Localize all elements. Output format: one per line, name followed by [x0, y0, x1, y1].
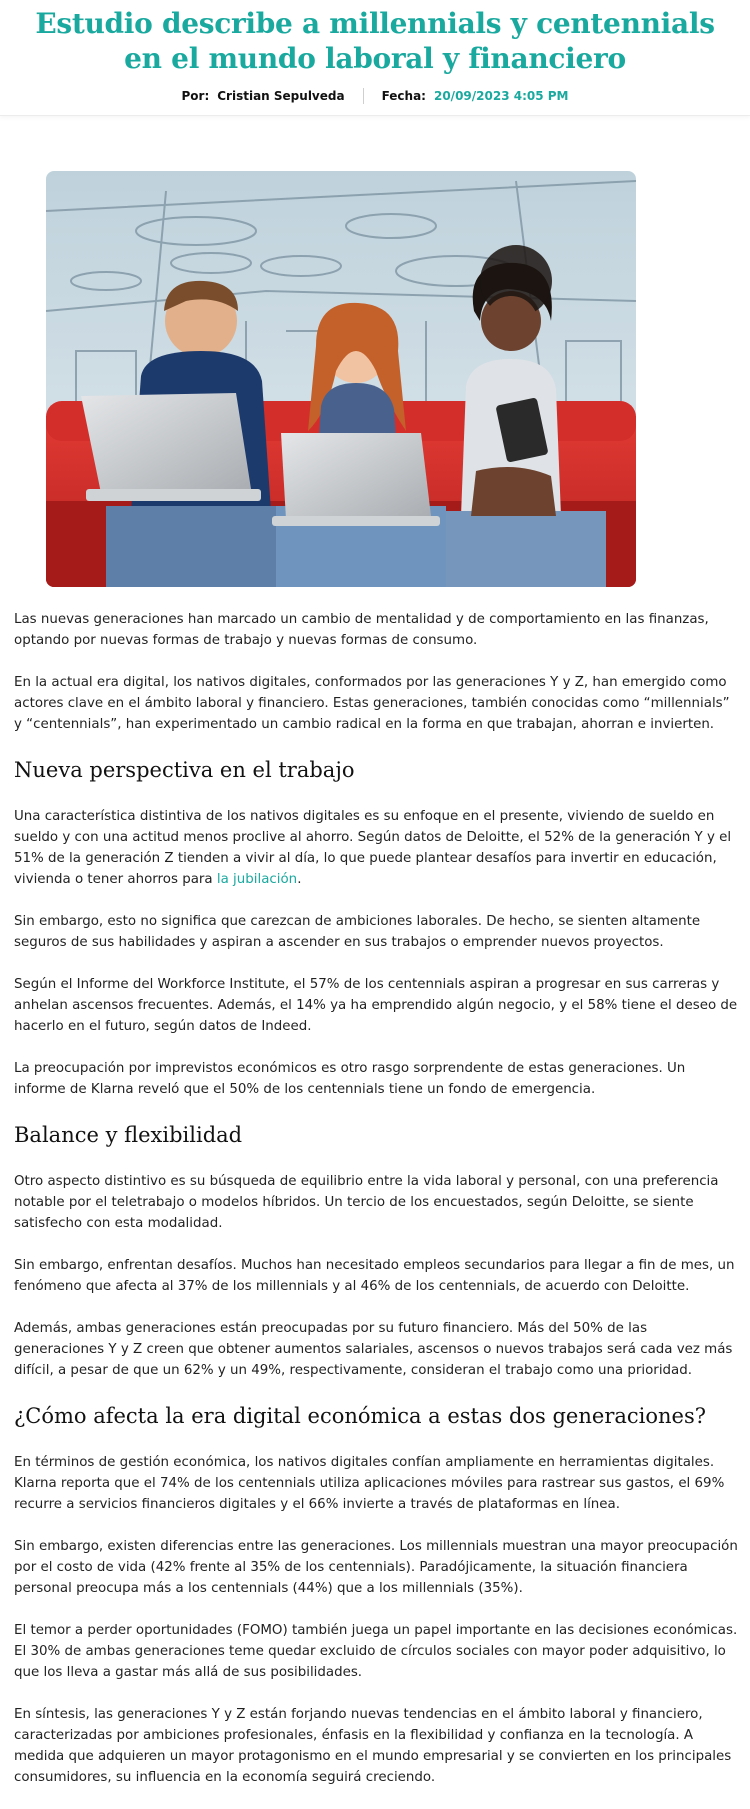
section-heading: ¿Cómo afecta la era digital económica a estas dos generaciones? — [14, 1404, 706, 1428]
article-meta — [0, 88, 750, 104]
paragraph: La preocupación por imprevistos económicos es otro rasgo sorprendente de estas generaciones. Un informe de Klarna reveló que el 50% de los centennials tiene un fondo de emergencia. — [14, 1061, 686, 1097]
article-header — [0, 0, 750, 116]
paragraph: Según el Informe del Workforce Institute, el 57% de los centennials aspiran a progresar en sus carreras y anhelan ascensos frecuentes. Además, el 14% ya ha emprendido algún negocio, y el 58% tiene el deseo de hacerlo en el futuro, según datos de Indeed. — [14, 977, 738, 1034]
date-label: Fecha: — [381, 89, 426, 103]
paragraph — [14, 806, 739, 890]
section-heading: Nueva perspectiva en el trabajo — [14, 758, 355, 782]
paragraph: Además, ambas generaciones están preocupadas por su futuro financiero. Más del 50% de las generaciones Y y Z creen que obtener aumentos salariales, ascensos o nuevos trabajos será cada vez más difícil, a pesar de que un 62% y un 49%, respectivamente, consideran el trabajo como una prioridad. — [14, 1321, 733, 1378]
meta-divider — [363, 88, 364, 104]
paragraph: El temor a perder oportunidades (FOMO) también juega un papel importante en las decisiones económicas. El 30% de ambas generaciones teme quedar excluido de círculos sociales con mayor poder adquisitivo, lo que los lleva a gastar más allá de sus posibilidades. — [14, 1623, 738, 1680]
paragraph: Sin embargo, existen diferencias entre las generaciones. Los millennials muestran una mayor preocupación por el costo de vida (42% frente al 35% de los centennials). Paradójicamente, la situación financiera personal preocupa más a los centennials (44%) que a los millennials (35%). — [14, 1539, 738, 1596]
paragraph-end: . — [297, 872, 302, 887]
paragraph: Las nuevas generaciones han marcado un cambio de mentalidad y de comportamiento en las finanzas, optando por nuevas formas de trabajo y nuevas formas de consumo. — [14, 612, 709, 648]
paragraph: En la actual era digital, los nativos digitales, conformados por las generaciones Y y Z, han emergido como actores clave en el ámbito laboral y financiero. Estas generaciones, también conocidas como “millennials” y “centennials”, han experimentado un cambio radical en la forma en que trabajan, ahorran e invierten. — [14, 675, 730, 732]
article-body — [14, 609, 739, 1809]
author-label: Por: — [181, 89, 210, 103]
paragraph: En términos de gestión económica, los nativos digitales confían ampliamente en herramientas digitales. Klarna reporta que el 74% de los centennials utiliza aplicaciones móviles para rastrear sus gastos, el 69% recurre a servicios financieros digitales y el 66% invierte a través de plataformas en línea. — [14, 1455, 725, 1512]
hero-illustration — [46, 171, 636, 587]
publish-date: 20/09/2023 4:05 PM — [433, 89, 569, 103]
paragraph-text: Una característica distintiva de los nativos digitales es su enfoque en el presente, viviendo de sueldo en sueldo y con una actitud menos proclive al ahorro. Según datos de Deloitte, el 52% de la generación Y y el 51% de la generación Z tienden a vivir al día, lo que puede plantear desafíos para invertir en educación, vivienda o tener ahorros para — [14, 809, 732, 887]
paragraph: En síntesis, las generaciones Y y Z están forjando nuevas tendencias en el ámbito laboral y financiero, caracterizadas por ambiciones profesionales, énfasis en la flexibilidad y confianza en la tecnología. A medida que adquieren un mayor protagonismo en el mundo empresarial y se convierten en los principales consumidores, su influencia en la economía seguirá creciendo. — [14, 1707, 732, 1785]
article-title: Estudio describe a millennials y centennials en el mundo laboral y financiero — [35, 7, 715, 75]
hero-image — [46, 171, 636, 587]
paragraph: Sin embargo, esto no significa que carezcan de ambiciones laborales. De hecho, se sienten altamente seguros de sus habilidades y aspiran a ascender en sus trabajos o emprender nuevos proyectos. — [14, 914, 701, 950]
paragraph: Sin embargo, enfrentan desafíos. Muchos han necesitado empleos secundarios para llegar a fin de mes, un fenómeno que afecta al 37% de los millennials y al 46% de los centennials, de acuerdo con Deloitte. — [14, 1258, 735, 1294]
author-name[interactable]: Cristian Sepulveda — [217, 89, 345, 103]
section-heading: Balance y flexibilidad — [14, 1123, 243, 1147]
paragraph: Otro aspecto distintivo es su búsqueda de equilibrio entre la vida laboral y personal, con una preferencia notable por el teletrabajo o modelos híbridos. Un tercio de los encuestados, según Deloitte, se siente satisfecho con esta modalidad. — [14, 1174, 719, 1231]
jubilacion-link[interactable]: la jubilación — [216, 872, 298, 887]
